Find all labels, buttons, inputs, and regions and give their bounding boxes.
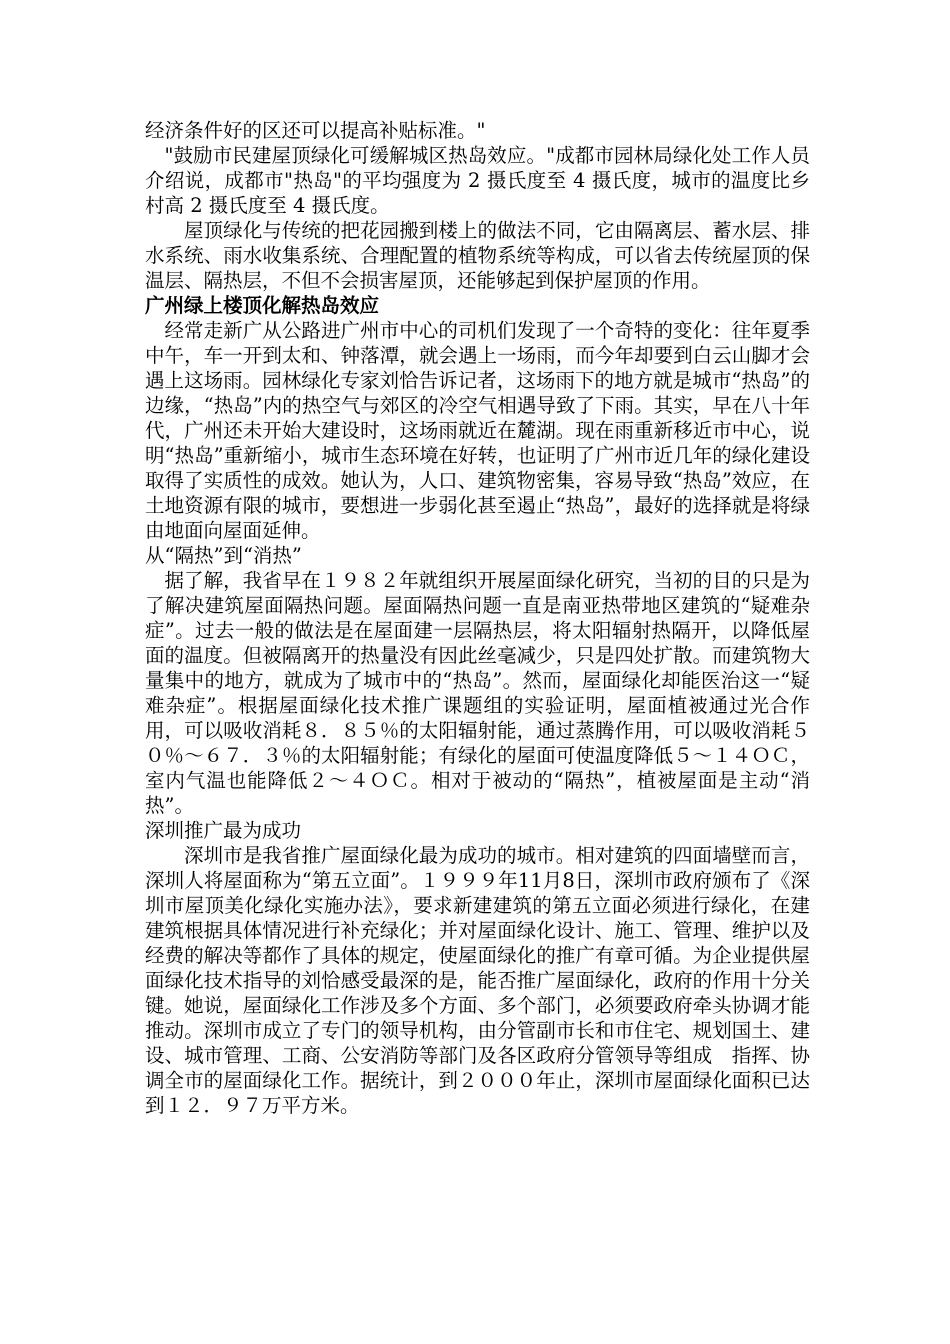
- paragraph-insulation: 据了解，我省早在１９８２年就组织开展屋面绿化研究，当初的目的只是为了解决建筑屋面隔热问题。屋面隔热问题一直是南亚热带地区建筑的“疑难杂症”。过去一般的做法是在屋面建一层隔热层，将太阳辐射热隔开，以降低屋面的温度。但被隔离开的热量没有因此丝毫减少，只是四处扩散。而建筑物大量集中的地方，就成为了城市中的“热岛”。然而，屋面绿化却能医治这一“疑难杂症”。根据屋面绿化技术推广课题组的实验证明，屋面植被通过光合作用，可以吸收消耗８．８５％的太阳辐射能，通过蒸腾作用，可以吸收消耗５０％～６７．３％的太阳辐射能；有绿化的屋面可使温度降低５～１４ＯＣ，室内气温也能降低２～４ＯＣ。相对于被动的“隔热”，植被屋面是主动“消热”。: [145, 569, 810, 817]
- paragraph-chengdu: "鼓励市民建屋顶绿化可缓解城区热岛效应。"成都市园林局绿化处工作人员介绍说，成都市"热岛"的平均强度为 2 摄氏度至 4 摄氏度，城市的温度比乡村高 2 摄氏度至 4 摄氏度。: [145, 144, 810, 217]
- paragraph-roof-structure: 屋顶绿化与传统的把花园搬到楼上的做法不同，它由隔离层、蓄水层、排水系统、雨水收集系统、合理配置的植物系统等构成，可以省去传统屋顶的保温层、隔热层，不但不会损害屋顶，还能够起到保护屋顶的作用。: [145, 219, 810, 292]
- section-heading-insulation: 从“隔热”到“消热”: [145, 544, 302, 567]
- paragraph-intro-tail: 经济条件好的区还可以提高补贴标准。": [145, 119, 486, 142]
- section-heading-guangzhou: 广州绿上楼顶化解热岛效应: [145, 294, 380, 317]
- paragraph-shenzhen: 深圳市是我省推广屋面绿化最为成功的城市。相对建筑的四面墙壁而言，深圳人将屋面称为“第五立面”。１９９９年11月8日，深圳市政府颁布了《深圳市屋顶美化绿化实施办法》，要求新建建筑的第五立面必须进行绿化，在建建筑根据具体情况进行补充绿化；并对屋面绿化设计、施工、管理、维护以及经费的解决等都作了具体的规定，使屋面绿化的推广有章可循。为企业提供屋面绿化技术指导的刘恰感受最深的是，能否推广屋面绿化，政府的作用十分关键。她说，屋面绿化工作涉及多个方面、多个部门，必须要政府牵头协调才能推动。深圳市成立了专门的领导机构，由分管副市长和市住宅、规划国土、建设、城市管理、工商、公安消防等部门及各区政府分管领导等组成 指挥、协调全市的屋面绿化工作。据统计，到２０００年止，深圳市屋面绿化面积已达到１２．９７万平方米。: [145, 844, 810, 1117]
- paragraph-guangzhou: 经常走新广从公路进广州市中心的司机们发现了一个奇特的变化：往年夏季中午，车一开到太和、钟落潭，就会遇上一场雨，而今年却要到白云山脚才会遇上这场雨。园林绿化专家刘恰告诉记者，这场雨下的地方就是城市“热岛”的边缘，“热岛”内的热空气与郊区的冷空气相遇导致了下雨。其实，早在八十年代，广州还未开始大建设时，这场雨就近在麓湖。现在雨重新移近市中心，说明“热岛”重新缩小，城市生态环境在好转，也证明了广州市近几年的绿化建设取得了实质性的成效。她认为，人口、建筑物密集，容易导致“热岛”效应，在土地资源有限的城市，要想进一步弱化甚至遏止“热岛”，最好的选择就是将绿由地面向屋面延伸。: [145, 319, 810, 542]
- document-body: [145, 118, 810, 1118]
- section-heading-shenzhen: 深圳推广最为成功: [145, 819, 302, 842]
